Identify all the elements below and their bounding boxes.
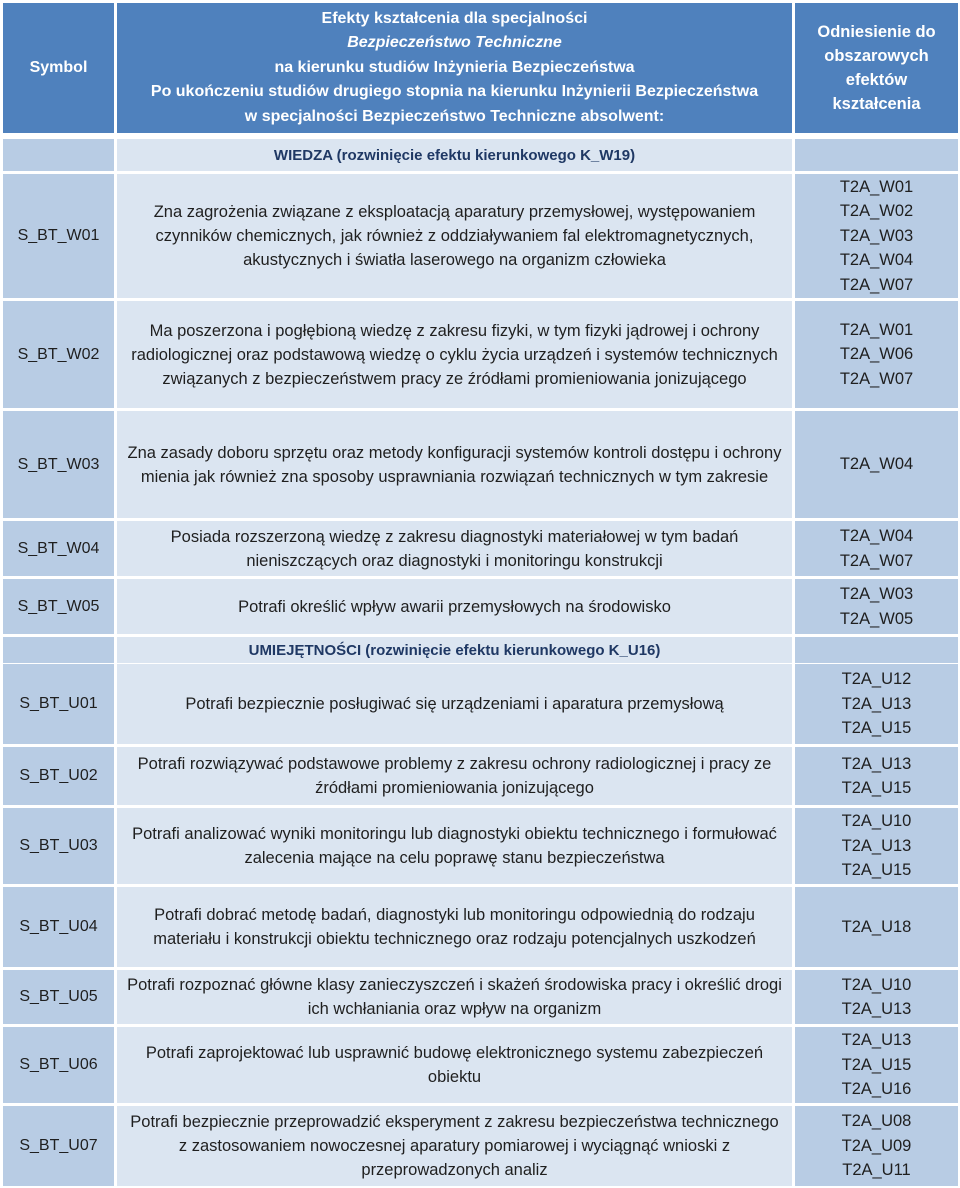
reference-code: T2A_W04	[839, 455, 914, 474]
reference-code: T2A_U13	[841, 1000, 912, 1018]
header-reference-line: kształcenia	[832, 95, 921, 113]
effect-references	[795, 174, 958, 298]
header-title-line: Efekty kształcenia dla specjalności	[321, 9, 588, 27]
effect-references	[795, 579, 958, 634]
table-row	[0, 174, 960, 298]
effect-description: Potrafi rozpoznać główne klasy zanieczyszczeń i skażeń środowiska pracy i określić drogi ich wchłaniania oraz wpływ na organizm	[117, 970, 792, 1024]
header-reference-line: Odniesienie do	[817, 23, 936, 41]
effect-symbol: S_BT_W04	[3, 521, 114, 576]
reference-code: T2A_U10	[841, 812, 912, 831]
section-header-skills	[0, 637, 960, 663]
reference-code: T2A_U13	[841, 1031, 912, 1050]
effect-description: Zna zagrożenia związane z eksploatacją aparatury przemysłowej, występowaniem czynników chemicznych, jak również z oddziaływaniem fal elektromagnetycznych, akustycznych i światła laserowego na organizm człowieka	[117, 174, 792, 298]
effect-symbol: S_BT_U03	[3, 808, 114, 884]
effect-symbol: S_BT_W03	[3, 411, 114, 518]
section-symbol-cell	[3, 139, 114, 171]
effect-references	[795, 887, 958, 967]
section-symbol-cell	[3, 637, 114, 663]
reference-code: T2A_W04	[839, 251, 914, 270]
reference-code: T2A_U18	[841, 917, 912, 936]
effect-description: Potrafi zaprojektować lub usprawnić budowę elektronicznego systemu zabezpieczeń obiektu	[117, 1027, 792, 1103]
table-row	[0, 411, 960, 518]
reference-code: T2A_W07	[839, 369, 914, 388]
table-row	[0, 887, 960, 967]
effect-description: Potrafi dobrać metodę badań, diagnostyki lub monitoringu odpowiednią do rodzaju materiału i konstrukcji obiektu technicznego oraz rodzaju potencjalnych uszkodzeń	[117, 887, 792, 967]
effect-description: Potrafi określić wpływ awarii przemysłowych na środowisko	[117, 579, 792, 634]
effect-references	[795, 411, 958, 518]
header-title-line: w specjalności Bezpieczeństwo Techniczne absolwent:	[244, 107, 665, 125]
effect-description: Zna zasady doboru sprzętu oraz metody konfiguracji systemów kontroli dostępu i ochrony mienia jak również zna sposoby usprawniania rozwiązań technicznych w tym zakresie	[117, 411, 792, 518]
table-header	[0, 3, 960, 133]
reference-code: T2A_W03	[839, 585, 914, 603]
effect-symbol: S_BT_W05	[3, 579, 114, 634]
effect-symbol: S_BT_U02	[3, 747, 114, 805]
effect-symbol: S_BT_U04	[3, 887, 114, 967]
effect-symbol: S_BT_U07	[3, 1106, 114, 1186]
header-symbol: Symbol	[3, 3, 114, 133]
header-title-line: Po ukończeniu studiów drugiego stopnia na kierunku Inżynierii Bezpieczeństwa	[150, 83, 759, 101]
header-title	[117, 3, 792, 133]
header-title-line: Bezpieczeństwo Techniczne	[347, 34, 562, 52]
header-reference-line: efektów	[845, 71, 908, 89]
effect-description: Potrafi bezpiecznie posługiwać się urządzeniami i aparatura przemysłową	[117, 664, 792, 744]
table-row	[0, 1106, 960, 1186]
reference-code: T2A_U15	[841, 1055, 912, 1074]
reference-code: T2A_U09	[841, 1136, 912, 1155]
reference-code: T2A_U15	[841, 861, 912, 880]
reference-code: T2A_U08	[841, 1112, 912, 1131]
effect-description: Potrafi analizować wyniki monitoringu lub diagnostyki obiektu technicznego i formułować zalecenia mające na celu poprawę stanu bezpieczeństwa	[117, 808, 792, 884]
reference-code: T2A_W06	[839, 345, 914, 364]
effect-symbol: S_BT_U06	[3, 1027, 114, 1103]
table-row	[0, 1027, 960, 1103]
reference-code: T2A_U13	[841, 754, 912, 773]
effect-description: Ma poszerzona i pogłębioną wiedzę z zakresu fizyki, w tym fizyki jądrowej i ochrony radiologicznej oraz podstawową wiedzę o cyklu życia urządzeń i systemów technicznych związanych z bezpieczeństwem pracy ze źródłami promieniowania jonizującego	[117, 301, 792, 408]
effect-references	[795, 521, 958, 576]
section-title: WIEDZA (rozwinięcie efektu kierunkowego K_W19)	[117, 139, 792, 171]
reference-code: T2A_W07	[839, 551, 914, 570]
reference-code: T2A_U13	[841, 694, 912, 713]
reference-code: T2A_W05	[839, 609, 914, 628]
table-row	[0, 970, 960, 1024]
reference-code: T2A_U15	[841, 779, 912, 797]
effect-symbol: S_BT_W02	[3, 301, 114, 408]
reference-code: T2A_U16	[841, 1080, 912, 1099]
effect-references	[795, 970, 958, 1024]
reference-code: T2A_W07	[839, 275, 914, 294]
reference-code: T2A_U13	[841, 836, 912, 855]
table-row	[0, 301, 960, 408]
effect-references	[795, 808, 958, 884]
section-reference-cell	[795, 637, 958, 663]
table-row	[0, 521, 960, 576]
header-reference-line: obszarowych	[824, 47, 929, 65]
effect-description: Posiada rozszerzoną wiedzę z zakresu diagnostyki materiałowej w tym badań nieniszczących oraz diagnostyki i monitoringu konstrukcji	[117, 521, 792, 576]
effect-description: Potrafi bezpiecznie przeprowadzić eksperyment z zakresu bezpieczeństwa technicznego z zastosowaniem nowoczesnej aparatury pomiarowej i wyciągnąć wnioski z przeprowadzonych analiz	[117, 1106, 792, 1186]
table-row	[0, 664, 960, 744]
reference-code: T2A_W04	[839, 527, 914, 545]
effect-references	[795, 747, 958, 805]
effect-symbol: S_BT_W01	[3, 174, 114, 298]
effect-references	[795, 1027, 958, 1103]
header-reference	[795, 3, 958, 133]
effect-symbol: S_BT_U05	[3, 970, 114, 1024]
effect-references	[795, 1106, 958, 1186]
reference-code: T2A_W02	[839, 202, 914, 221]
table-row	[0, 808, 960, 884]
reference-code: T2A_U15	[841, 719, 912, 738]
table-row	[0, 579, 960, 634]
effect-symbol: S_BT_U01	[3, 664, 114, 744]
effect-references	[795, 301, 958, 408]
effect-references	[795, 664, 958, 744]
header-title-line: na kierunku studiów Inżynieria Bezpieczeństwa	[274, 58, 635, 76]
reference-code: T2A_W01	[839, 320, 914, 339]
reference-code: T2A_U10	[841, 975, 912, 994]
section-reference-cell	[795, 139, 958, 171]
section-header-knowledge	[0, 139, 960, 171]
effect-description: Potrafi rozwiązywać podstawowe problemy z zakresu ochrony radiologicznej i pracy ze źródłami promieniowania jonizującego	[117, 747, 792, 805]
reference-code: T2A_W03	[839, 226, 914, 245]
table-row	[0, 747, 960, 805]
reference-code: T2A_U12	[841, 670, 912, 689]
reference-code: T2A_U11	[842, 1161, 911, 1180]
section-title: UMIEJĘTNOŚCI (rozwinięcie efektu kierunkowego K_U16)	[117, 637, 792, 663]
reference-code: T2A_W01	[839, 177, 914, 196]
